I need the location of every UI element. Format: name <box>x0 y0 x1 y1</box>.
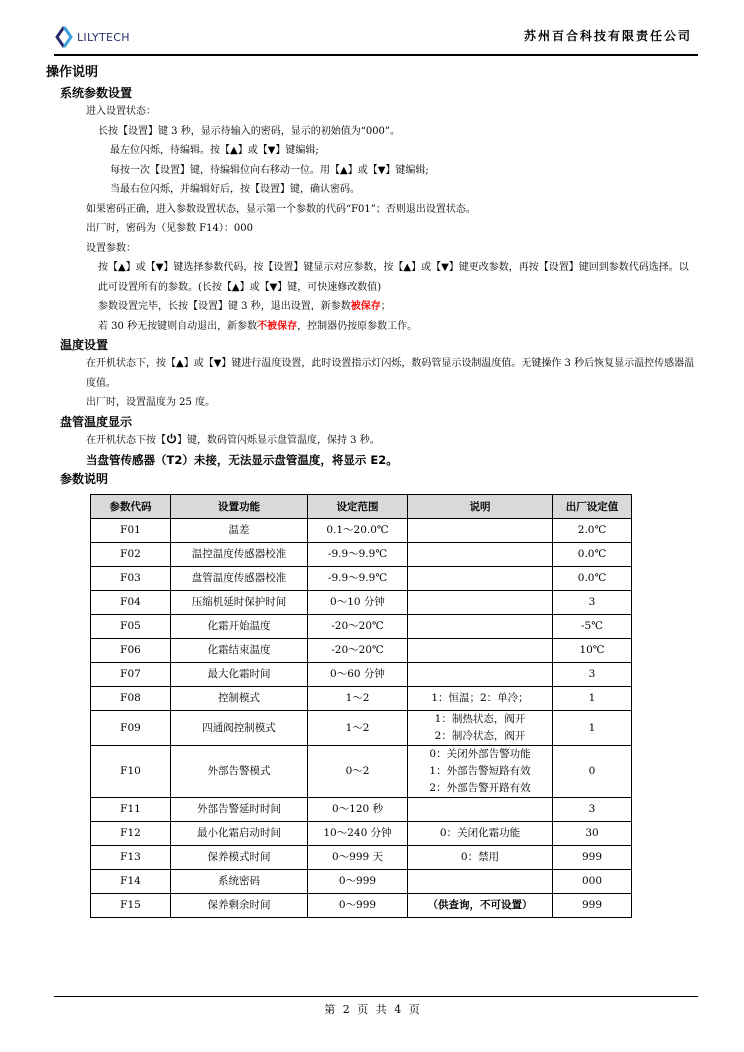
cell-description <box>408 615 553 639</box>
cell-range: 0～10 分钟 <box>308 591 408 615</box>
cell-function: 四通阀控制模式 <box>171 711 308 746</box>
col-header-function: 设置功能 <box>171 495 308 519</box>
cell-default: 3 <box>553 798 632 822</box>
cell-default: 0 <box>553 746 632 798</box>
cell-default: 3 <box>553 663 632 687</box>
description-line: 0：关闭化霜功能 <box>439 827 521 839</box>
table-row <box>91 870 632 894</box>
cell-default: 0.0℃ <box>553 567 632 591</box>
cell-range: 0～999 <box>308 870 408 894</box>
cell-range: 10～240 分钟 <box>308 822 408 846</box>
cell-code: F03 <box>91 567 171 591</box>
cell-description <box>408 746 553 798</box>
cell-description <box>408 519 553 543</box>
paragraph <box>46 431 698 451</box>
cell-function: 温差 <box>171 519 308 543</box>
cell-function: 保养模式时间 <box>171 846 308 870</box>
page-number: 第 2 页 共 4 页 <box>324 1003 420 1016</box>
brand-logo <box>55 26 130 48</box>
cell-range: -20～20℃ <box>308 615 408 639</box>
cell-description <box>408 639 553 663</box>
cell-function: 外部告警模式 <box>171 746 308 798</box>
cell-function: 盘管温度传感器校准 <box>171 567 308 591</box>
text-span: 在开机状态下按【 <box>86 434 166 446</box>
cell-range: -9.9～9.9℃ <box>308 567 408 591</box>
cell-default: 3 <box>553 591 632 615</box>
table-body <box>91 519 632 918</box>
cell-default: 1 <box>553 687 632 711</box>
col-header-default: 出厂设定值 <box>553 495 632 519</box>
table-row <box>91 639 632 663</box>
table-row <box>91 591 632 615</box>
cell-function: 化霜开始温度 <box>171 615 308 639</box>
cell-code: F05 <box>91 615 171 639</box>
cell-function: 保养剩余时间 <box>171 894 308 918</box>
cell-function: 控制模式 <box>171 687 308 711</box>
cell-code: F02 <box>91 543 171 567</box>
cell-function: 化霜结束温度 <box>171 639 308 663</box>
paragraph <box>46 317 698 337</box>
parameter-table <box>90 494 632 918</box>
table-row <box>91 543 632 567</box>
cell-default: -5℃ <box>553 615 632 639</box>
table-row <box>91 687 632 711</box>
header-divider <box>54 54 698 56</box>
cell-description <box>408 543 553 567</box>
table-row <box>91 846 632 870</box>
highlight-not-saved: 不被保存 <box>257 320 298 332</box>
paragraph: 进入设置状态： <box>86 106 156 117</box>
text-span: 若 30 秒无按键则自动退出，新参数 <box>98 320 258 332</box>
col-header-code: 参数代码 <box>91 495 171 519</box>
cell-function: 压缩机延时保护时间 <box>171 591 308 615</box>
cell-range: 0～120 秒 <box>308 798 408 822</box>
document-body <box>46 64 698 488</box>
cell-code: F12 <box>91 822 171 846</box>
cell-description <box>408 846 553 870</box>
paragraph: 每按一次【设置】键，待编辑位向右移动一位。用【▲】或【▼】键编辑; <box>110 164 429 176</box>
brand-name: LILYTECH <box>77 30 130 44</box>
cell-description <box>408 870 553 894</box>
cell-range: 0.1～20.0℃ <box>308 519 408 543</box>
paragraph: 出厂时，密码为（见参数 F14）：000 <box>86 223 253 234</box>
cell-code: F04 <box>91 591 171 615</box>
cell-function: 温控温度传感器校准 <box>171 543 308 567</box>
text-span: 参数设置完毕，长按【设置】键 3 秒，退出设置，新参数 <box>98 301 351 312</box>
cell-range: -20～20℃ <box>308 639 408 663</box>
cell-function: 最小化霜启动时间 <box>171 822 308 846</box>
cell-default: 999 <box>553 894 632 918</box>
cell-range: 0～999 <box>308 894 408 918</box>
table-header-row <box>91 495 632 519</box>
cell-code: F11 <box>91 798 171 822</box>
cell-default: 10℃ <box>553 639 632 663</box>
description-line: 2：外部告警开路有效 <box>429 782 531 794</box>
table-row <box>91 798 632 822</box>
paragraph: 按【▲】或【▼】键选择参数代码，按【设置】键显示对应参数，按【▲】或【▼】键更改参数，再按【设置】键回到参数代码选择。以此可设置所有的参数。(长按【▲】或【▼】键，可快速修改数值) <box>98 262 689 293</box>
cell-code: F14 <box>91 870 171 894</box>
description-line: 0：关闭外部告警功能 <box>429 748 531 760</box>
text-span: ； <box>380 301 391 312</box>
table-row <box>91 894 632 918</box>
paragraph: 最左位闪烁，待编辑。按【▲】或【▼】键编辑; <box>110 145 319 156</box>
description-line: 1：恒温；2：单冷； <box>431 692 529 704</box>
description-line: （供查询，不可设置） <box>427 899 533 911</box>
cell-code: F07 <box>91 663 171 687</box>
text-span: 】键，数码管闪烁显示盘管温度，保持 3 秒。 <box>177 434 380 446</box>
page-title: 操作说明 <box>46 65 99 80</box>
cell-description <box>408 687 553 711</box>
cell-default: 2.0℃ <box>553 519 632 543</box>
cell-range: -9.9～9.9℃ <box>308 543 408 567</box>
cell-default: 0.0℃ <box>553 543 632 567</box>
table-row <box>91 711 632 746</box>
lilytech-logo-icon <box>55 26 73 48</box>
cell-code: F15 <box>91 894 171 918</box>
paragraph: 出厂时，设置温度为 25 度。 <box>86 397 216 408</box>
highlight-saved: 被保存 <box>350 301 381 312</box>
power-icon <box>166 433 177 444</box>
paragraph: 如果密码正确，进入参数设置状态，显示第一个参数的代码“F01”；否则退出设置状态。 <box>86 203 476 215</box>
description-line: 1：外部告警短路有效 <box>429 765 531 777</box>
section-heading-coil-temp: 盘管温度显示 <box>60 414 133 429</box>
cell-default: 30 <box>553 822 632 846</box>
table-row <box>91 663 632 687</box>
cell-range: 0～999 天 <box>308 846 408 870</box>
table-row <box>91 615 632 639</box>
cell-function: 最大化霜时间 <box>171 663 308 687</box>
table-row <box>91 822 632 846</box>
cell-description <box>408 591 553 615</box>
cell-function: 外部告警延时时间 <box>171 798 308 822</box>
cell-range: 1～2 <box>308 711 408 746</box>
paragraph: 长按【设置】键 3 秒，显示待输入的密码，显示的初始值为“000”。 <box>98 125 401 137</box>
cell-code: F13 <box>91 846 171 870</box>
paragraph <box>46 297 698 317</box>
cell-code: F08 <box>91 687 171 711</box>
cell-function: 系统密码 <box>171 870 308 894</box>
col-header-description: 说明 <box>408 495 553 519</box>
cell-code: F01 <box>91 519 171 543</box>
footer-divider <box>54 996 698 997</box>
cell-code: F06 <box>91 639 171 663</box>
cell-code: F09 <box>91 711 171 746</box>
cell-code: F10 <box>91 746 171 798</box>
table-row <box>91 567 632 591</box>
cell-description <box>408 711 553 746</box>
paragraph: 当最右位闪烁，并编辑好后，按【设置】键，确认密码。 <box>110 184 360 195</box>
cell-default: 999 <box>553 846 632 870</box>
company-name: 苏州百合科技有限责任公司 <box>523 29 692 43</box>
cell-range: 0～60 分钟 <box>308 663 408 687</box>
description-line: 2：制冷状态，阀开 <box>434 730 526 742</box>
section-heading-params: 参数说明 <box>60 472 109 486</box>
cell-range: 0～2 <box>308 746 408 798</box>
cell-description <box>408 567 553 591</box>
section-heading-temperature: 温度设置 <box>60 338 109 352</box>
cell-default: 1 <box>553 711 632 746</box>
cell-description <box>408 822 553 846</box>
table-row <box>91 746 632 798</box>
cell-range: 1～2 <box>308 687 408 711</box>
col-header-range: 设定范围 <box>308 495 408 519</box>
paragraph: 设置参数： <box>86 242 136 254</box>
section-heading-system-params: 系统参数设置 <box>60 86 133 100</box>
text-span: ，控制器仍按原参数工作。 <box>297 320 418 332</box>
cell-default: 000 <box>553 870 632 894</box>
description-line: 1：制热状态，阀开 <box>434 713 526 725</box>
paragraph: 在开机状态下，按【▲】或【▼】键进行温度设置，此时设置指示灯闪烁，数码管显示设制温度值。无键操作 3 秒后恢复显示温控传感器温度值。 <box>86 358 695 389</box>
cell-description <box>408 663 553 687</box>
cell-description <box>408 798 553 822</box>
table-row <box>91 519 632 543</box>
cell-description <box>408 894 553 918</box>
warning-note: 当盘管传感器（T2）未接，无法显示盘管温度，将显示 E2。 <box>86 453 398 467</box>
description-line: 0：禁用 <box>460 851 500 863</box>
